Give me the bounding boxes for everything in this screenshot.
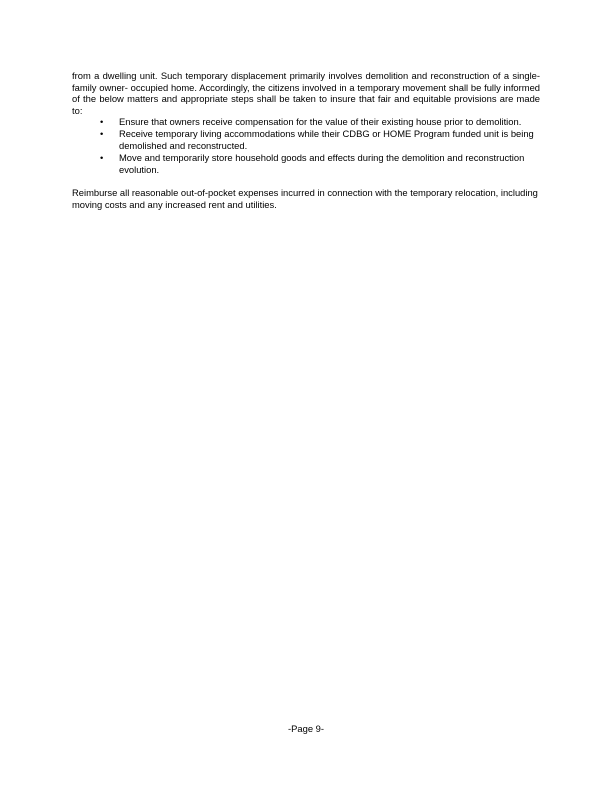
bullet-icon: • [100, 128, 104, 140]
page-number: -Page 9- [288, 723, 324, 734]
list-item [72, 128, 540, 151]
bullet-icon: • [100, 152, 104, 164]
list-item-text: Ensure that owners receive compensation for the value of their existing house prior to demolition. [119, 116, 522, 128]
provisions-list [72, 116, 540, 175]
closing-paragraph: Reimburse all reasonable out-of-pocket expenses incurred in connection with the temporary relocation, including moving costs and any increased rent and utilities. [72, 187, 538, 210]
page-body [72, 70, 540, 211]
list-item [72, 116, 540, 128]
intro-paragraph: from a dwelling unit. Such temporary displacement primarily involves demolition and reconstruction of a single-family owner- occupied home. Accordingly, the citizens involved in a temporary movement shall be fully informed of the below matters and appropriate steps shall be taken to insure that fair and equitable provisions are made to: [72, 70, 540, 116]
list-item-text: Receive temporary living accommodations while their CDBG or HOME Program funded unit is being demolished and reconstructed. [119, 128, 534, 152]
list-item-text: Move and temporarily store household goods and effects during the demolition and reconstruction evolution. [119, 152, 525, 175]
list-item [72, 152, 540, 175]
bullet-icon: • [100, 116, 104, 128]
